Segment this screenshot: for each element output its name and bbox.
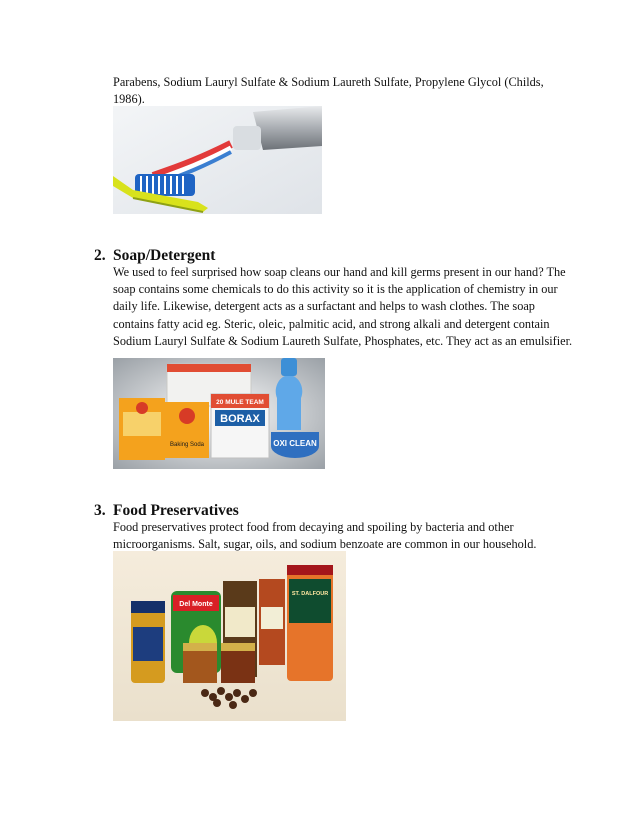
- section-heading-food: [94, 502, 239, 520]
- toothpaste-photo: [113, 106, 322, 214]
- section-number: 2.: [94, 247, 106, 264]
- product-label-st-dalfour: ST. DALFOUR: [291, 591, 329, 597]
- product-label-baking-soda: Baking Soda: [169, 442, 205, 448]
- section-title: Soap/Detergent: [113, 247, 216, 264]
- product-label-del-monte: Del Monte: [179, 601, 213, 608]
- intro-paragraph: Parabens, Sodium Lauryl Sulfate & Sodium Laureth Sulfate, Propylene Glycol (Childs, 1986).: [113, 75, 544, 107]
- soap-paragraph: We used to feel surprised how soap cleans our hand and kill germs present in our hand? The soap contains some chemicals to do this activity so it is the application of chemistry in our daily life. Likewise, detergent acts as a surfactant and helps to wash clothes. The soap contains fatty acid eg. Steric, oleic, palmitic acid, and strong alkali and detergent contain Sodium Lauryl Sulfate & Sodium Laureth Sulfate, Phosphates, etc. They act as an emulsifier.: [113, 265, 573, 348]
- product-label-20-mule-team: 20 MULE TEAM: [216, 399, 264, 406]
- section-number: 3.: [94, 502, 106, 519]
- food-preservatives-photo: [113, 551, 346, 721]
- product-label-borax: BORAX: [220, 413, 260, 425]
- cleaning-products-photo: [113, 358, 325, 469]
- product-label-oxiclean: OXI CLEAN: [273, 439, 317, 448]
- section-heading-soap: [94, 247, 215, 265]
- food-paragraph: Food preservatives protect food from decaying and spoiling by bacteria and other microorganisms. Salt, sugar, oils, and sodium benzoate are common in our household.: [113, 520, 537, 552]
- section-title: Food Preservatives: [113, 502, 239, 519]
